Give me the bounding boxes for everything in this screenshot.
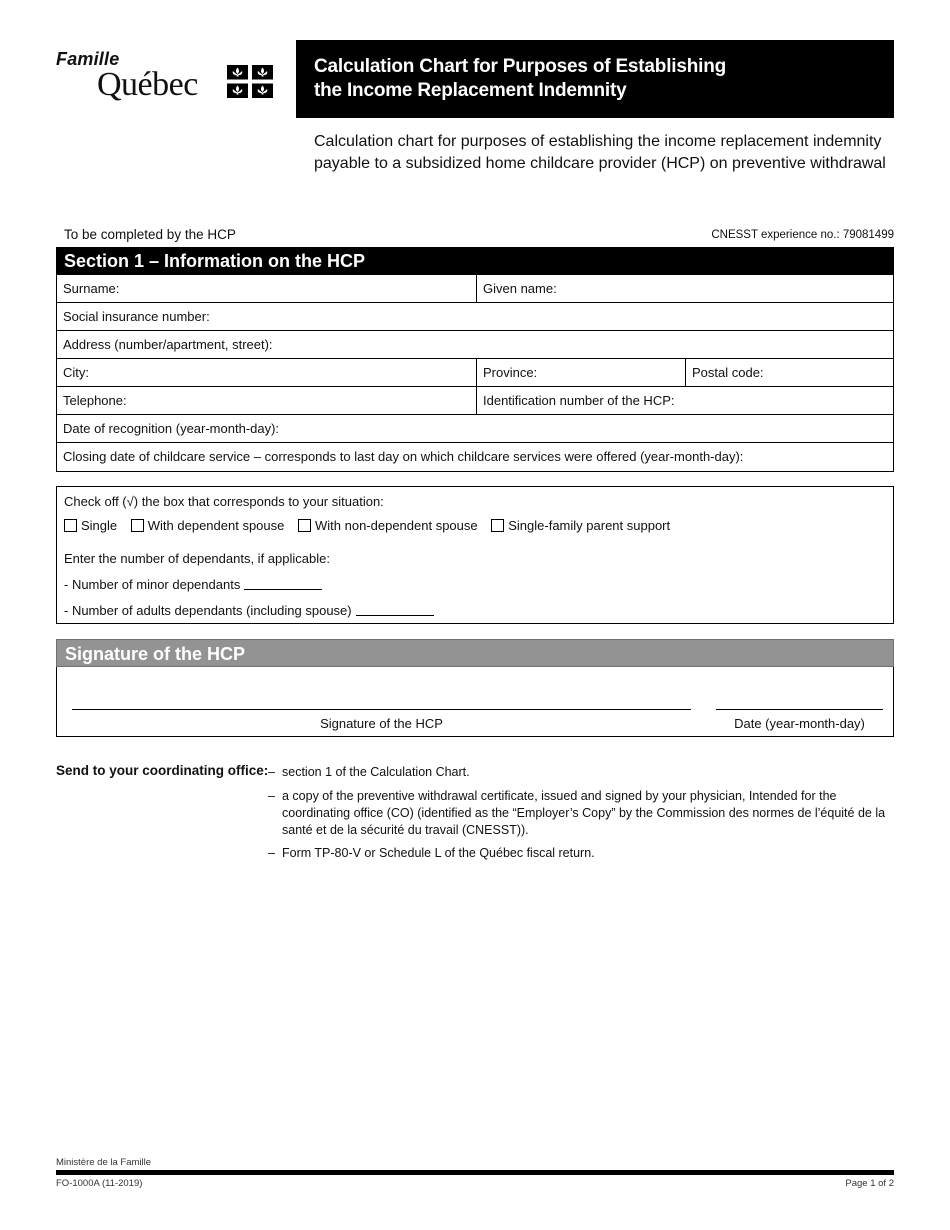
subtitle-line-2: payable to a subsidized home childcare provider (HCP) on preventive withdrawal — [314, 155, 886, 172]
cnesst-experience-number: CNESST experience no.: 79081499 — [711, 229, 894, 241]
title-banner — [296, 40, 894, 118]
checkbox[interactable] — [64, 519, 77, 532]
closing-date-field[interactable]: Closing date of childcare service – corresponds to last day on which childcare services were offered (year-month-day): — [63, 449, 744, 464]
checkbox[interactable] — [298, 519, 311, 532]
dash: – — [268, 765, 275, 779]
ministry-name: Ministère de la Famille — [56, 1157, 152, 1168]
city-field[interactable]: City: — [57, 359, 477, 386]
situation-instruction: Check off (√) the box that corresponds to your situation: — [64, 494, 384, 509]
minor-dependants-row — [64, 577, 322, 592]
subtitle — [314, 131, 894, 175]
signature-box — [56, 667, 894, 737]
surname-field[interactable]: Surname: — [57, 275, 477, 302]
subtitle-line-1: Calculation chart for purposes of establishing the income replacement indemnity — [314, 133, 882, 150]
page-number: Page 1 of 2 — [845, 1178, 894, 1189]
adult-dependants-label: - Number of adults dependants (including spouse) — [64, 603, 352, 618]
sin-field[interactable]: Social insurance number: — [63, 309, 210, 324]
date-label: Date (year-month-day) — [734, 716, 865, 731]
situation-options — [64, 518, 680, 533]
adult-dependants-input[interactable] — [356, 615, 434, 616]
dash: – — [268, 789, 275, 803]
send-item-3 — [268, 845, 888, 862]
send-to-label: Send to your coordinating office: — [56, 763, 269, 778]
send-item-1 — [268, 764, 888, 781]
signature-line[interactable] — [72, 709, 691, 710]
minor-dependants-label: - Number of minor dependants — [64, 577, 241, 592]
address-field[interactable]: Address (number/apartment, street): — [63, 337, 273, 352]
option-dependent-spouse[interactable]: With dependent spouse — [131, 518, 285, 533]
dependants-label: Enter the number of dependants, if applicable: — [64, 551, 330, 566]
option-single[interactable]: Single — [64, 518, 117, 533]
recognition-date-field[interactable]: Date of recognition (year-month-day): — [63, 421, 280, 436]
title-line-1: Calculation Chart for Purposes of Establishing — [314, 56, 727, 77]
footer-rule — [56, 1170, 894, 1175]
checkbox[interactable] — [131, 519, 144, 532]
option-single-family-parent[interactable]: Single-family parent support — [491, 518, 670, 533]
province-field[interactable]: Province: — [477, 359, 686, 386]
title-line-2: the Income Replacement Indemnity — [314, 80, 627, 101]
form-code: FO-1000A (11-2019) — [56, 1178, 143, 1189]
logo-quebec: Québec — [97, 66, 198, 103]
postal-code-field[interactable]: Postal code: — [692, 365, 764, 380]
signature-label: Signature of the HCP — [320, 716, 443, 731]
section-1-form — [56, 275, 894, 472]
telephone-field[interactable]: Telephone: — [57, 387, 477, 414]
logo-famille: Famille — [56, 49, 120, 69]
to-be-completed-note: To be completed by the HCP — [64, 227, 236, 242]
option-non-dependent-spouse[interactable]: With non-dependent spouse — [298, 518, 478, 533]
minor-dependants-input[interactable] — [244, 589, 322, 590]
send-item-2 — [268, 788, 888, 839]
given-name-field[interactable]: Given name: — [483, 281, 557, 296]
section-1-heading: Section 1 – Information on the HCP — [56, 247, 894, 275]
date-line[interactable] — [716, 709, 883, 710]
checkbox[interactable] — [491, 519, 504, 532]
adult-dependants-row — [64, 603, 434, 618]
send-item-text: a copy of the preventive withdrawal certificate, issued and signed by your physician, Intended for the coordinating office (CO) (identified as the “Employer’s Copy” by the Commission des normes de l’équité de la santé et de la sécurité du travail (CNESST)). — [282, 789, 886, 837]
signature-heading: Signature of the HCP — [56, 639, 894, 667]
send-item-text: Form TP-80-V or Schedule L of the Québec fiscal return. — [282, 846, 595, 860]
send-item-text: section 1 of the Calculation Chart. — [282, 765, 470, 779]
quebec-flag-icon — [227, 65, 273, 98]
hcp-id-field[interactable]: Identification number of the HCP: — [483, 393, 675, 408]
dash: – — [268, 846, 275, 860]
situation-box — [56, 486, 894, 624]
